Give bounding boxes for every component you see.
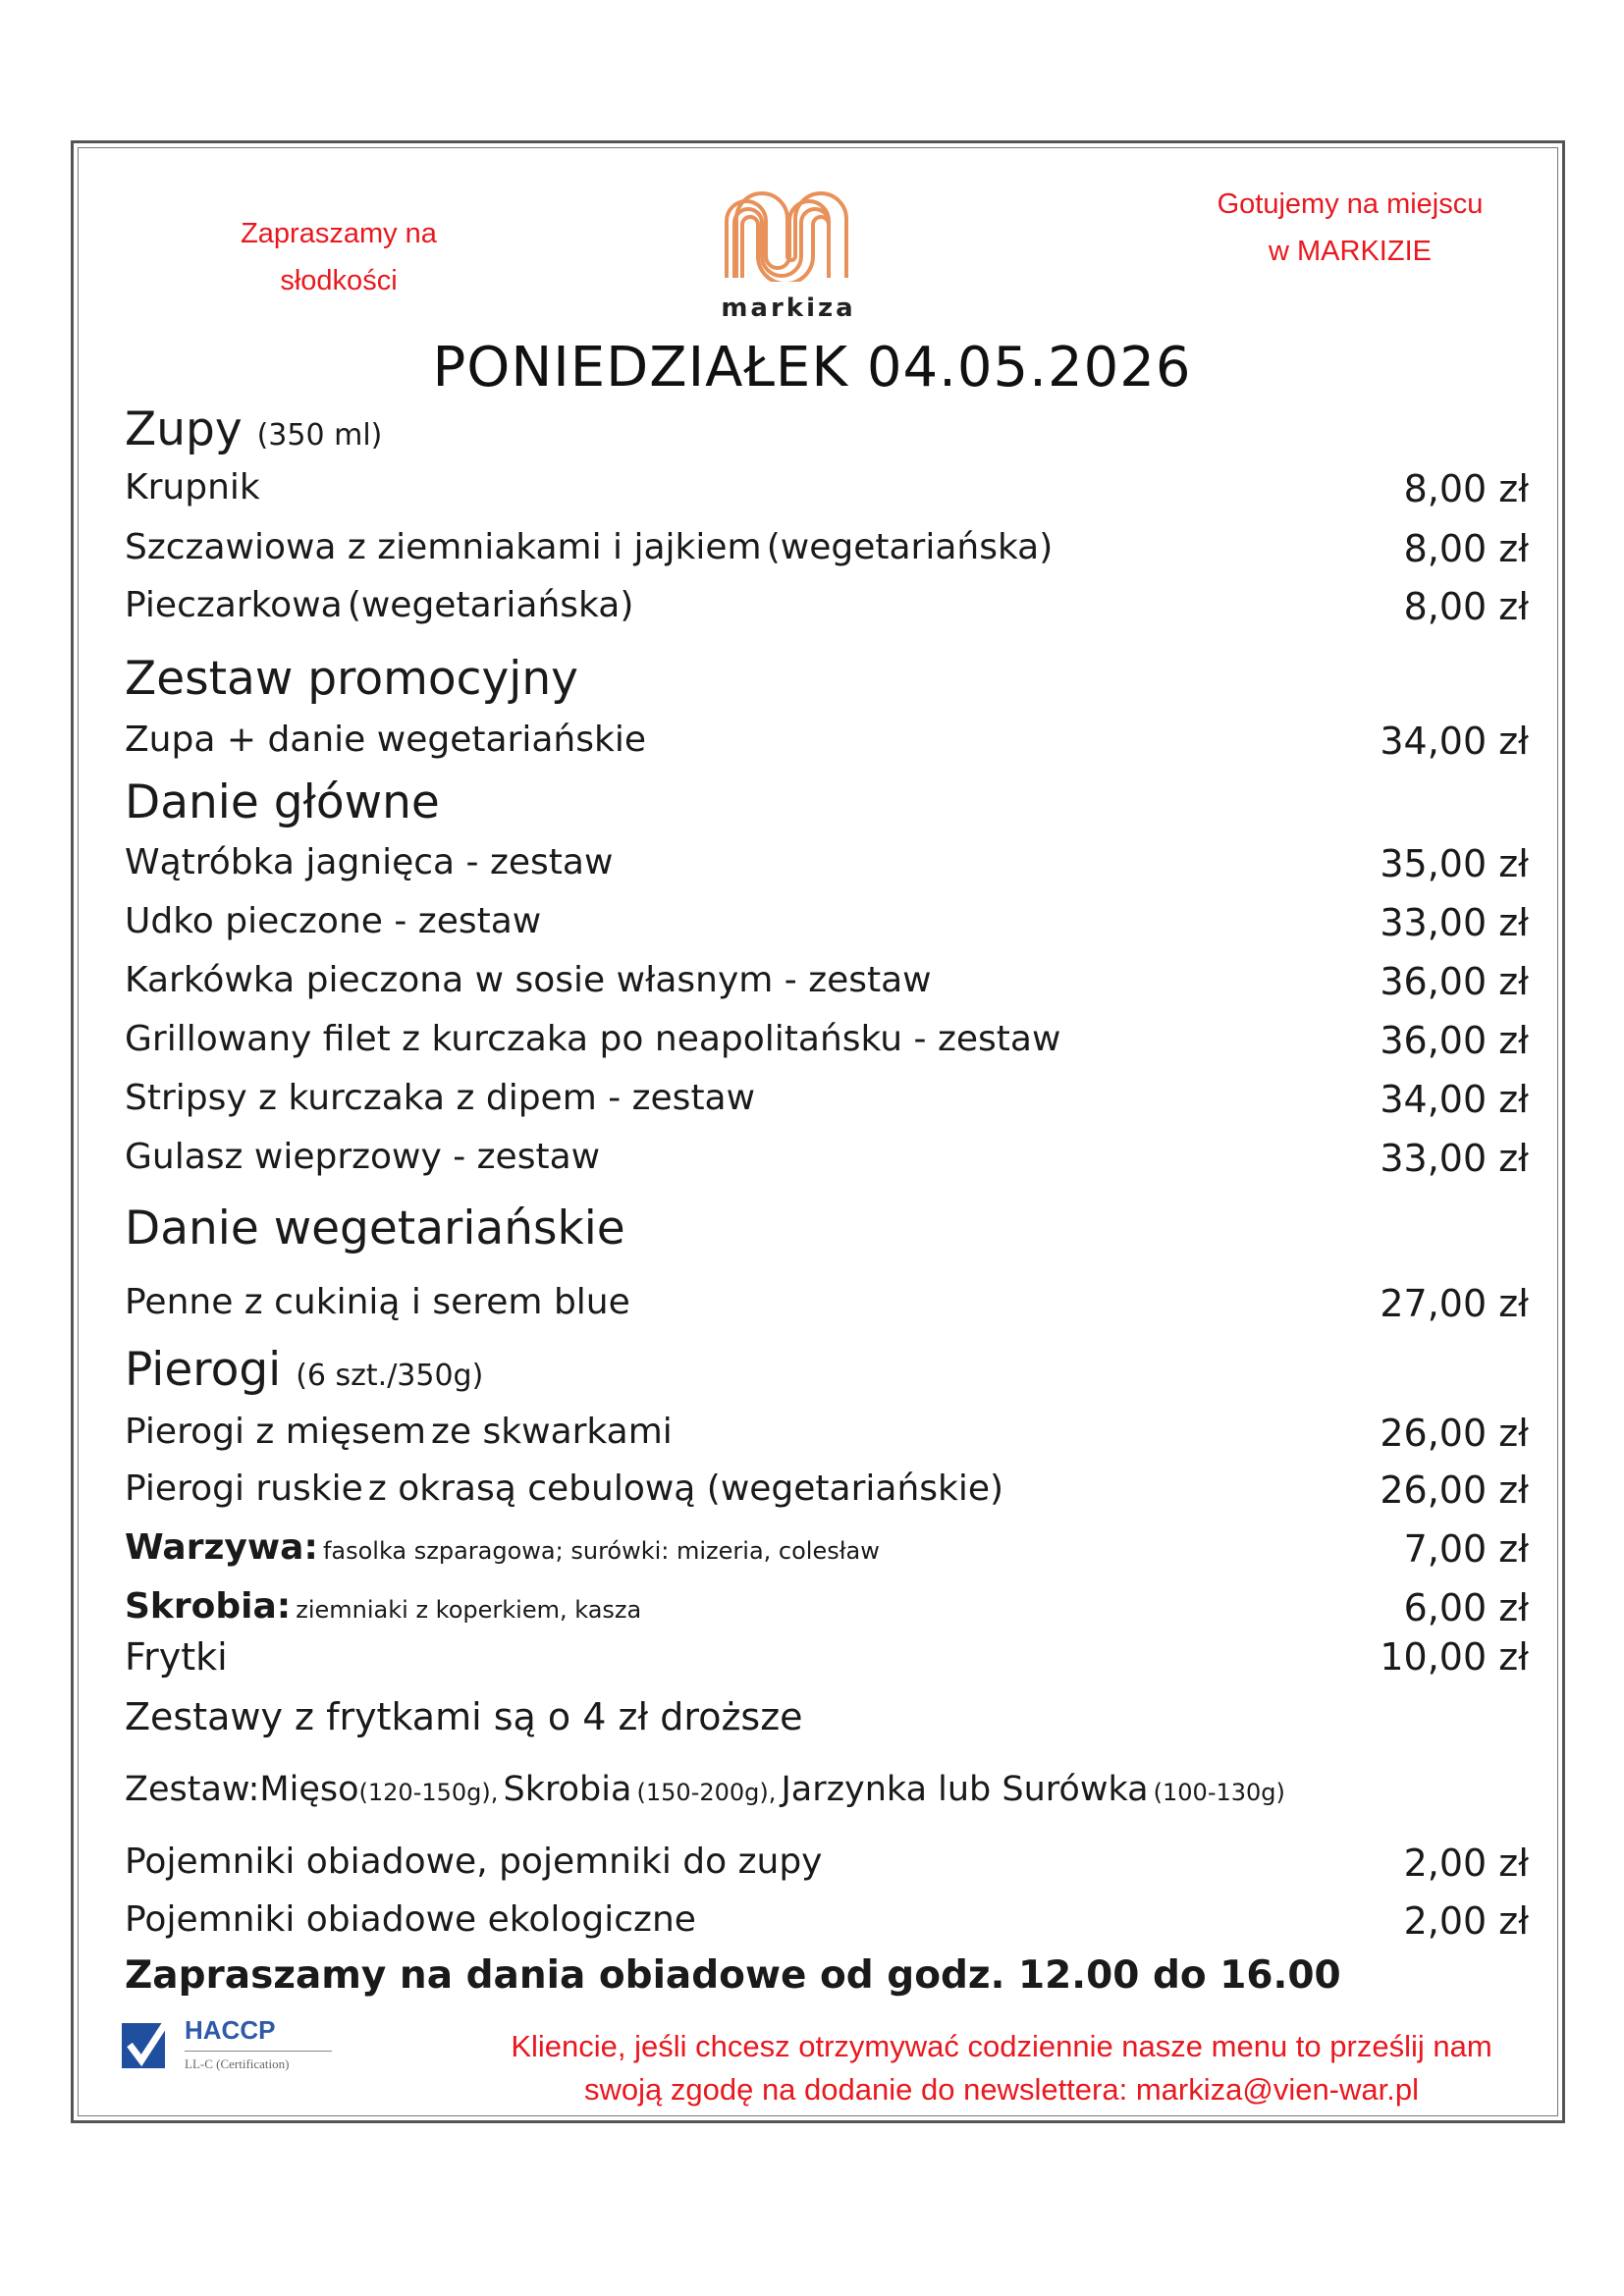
menu-item-pierogi-ruskie: [125, 1468, 1529, 1512]
item-price: 2,00 zł: [1403, 1842, 1529, 1885]
opening-hours: Zapraszamy na dania obiadowe od godz. 12.00 do 16.00: [125, 1953, 1341, 1998]
item-note: fasolka szparagowa; surówki: mizeria, colesław: [322, 1537, 880, 1565]
section-title: Danie główne: [125, 775, 440, 829]
menu-item-krupnik: [125, 467, 1529, 510]
zestaw-def-skrobia: Skrobia: [503, 1770, 632, 1809]
item-price: 26,00 zł: [1380, 1468, 1529, 1512]
item-price: 33,00 zł: [1380, 901, 1529, 944]
item-name: Grillowany filet z kurczaka po neapolitańsku - zestaw: [125, 1019, 1061, 1059]
section-zupy: [125, 402, 382, 456]
menu-item-karkowka: [125, 960, 1529, 1003]
section-pierogi: [125, 1343, 483, 1397]
item-name: Pierogi z mięsem: [125, 1412, 426, 1452]
zestaw-def-mieso-weight: (120-150g),: [358, 1779, 499, 1806]
item-note: ziemniaki z koperkiem, kasza: [296, 1596, 642, 1624]
section-title: Pierogi: [125, 1343, 282, 1397]
section-title: Zupy: [125, 402, 243, 456]
section-note: (350 ml): [256, 418, 383, 453]
item-price: 34,00 zł: [1380, 1078, 1529, 1121]
item-price: 34,00 zł: [1380, 720, 1529, 763]
item-name: Gulasz wieprzowy - zestaw: [125, 1137, 601, 1177]
menu-item-szczawiowa: [125, 527, 1529, 570]
cooking-onsite-line1: Gotujemy na miejscu: [1217, 188, 1484, 220]
item-name: Penne z cukinią i serem blue: [125, 1282, 630, 1322]
haccp-title: HACCP: [185, 2015, 276, 2045]
cooking-onsite-line2: w MARKIZIE: [1269, 236, 1432, 267]
item-price: 33,00 zł: [1380, 1137, 1529, 1180]
menu-item-stripsy: [125, 1078, 1529, 1121]
markiza-logo-icon: [719, 184, 858, 282]
newsletter-line2: swoją zgodę na dodanie do newslettera: markiza@vien-war.pl: [584, 2072, 1419, 2107]
menu-item-frytki: [125, 1635, 1529, 1679]
markiza-logo: [715, 184, 862, 331]
item-name: Skrobia:: [125, 1586, 292, 1627]
item-price: 7,00 zł: [1403, 1527, 1529, 1571]
item-note: (wegetariańska): [766, 527, 1054, 567]
section-title: Zestaw promocyjny: [125, 652, 578, 706]
frytki-note: [125, 1695, 1529, 1738]
zestaw-def-mieso: Zestaw:Mięso: [125, 1770, 359, 1809]
menu-item-skrobia: [125, 1586, 1529, 1627]
zestaw-definition: [125, 1770, 1529, 1809]
item-name: Frytki: [125, 1635, 228, 1679]
item-name: Pieczarkowa: [125, 585, 343, 625]
item-name: Wątróbka jagnięca - zestaw: [125, 842, 614, 882]
cooking-onsite: [1164, 181, 1537, 275]
item-price: 8,00 zł: [1403, 527, 1529, 570]
section-danie-wegetarianskie: [125, 1201, 625, 1255]
newsletter-line1: Kliencie, jeśli chcesz otrzymywać codziennie nasze menu to prześlij nam: [511, 2029, 1492, 2063]
item-note: ze skwarkami: [431, 1412, 673, 1452]
logo-text: markiza: [721, 294, 856, 323]
section-title: Danie wegetariańskie: [125, 1201, 625, 1255]
zestaw-def-jarzynka-weight: (100-130g): [1153, 1779, 1285, 1806]
item-name: Szczawiowa z ziemniakami i jajkiem: [125, 527, 762, 567]
menu-item-zestaw-promo: [125, 720, 1529, 763]
item-price: 8,00 zł: [1403, 467, 1529, 510]
item-price: 8,00 zł: [1403, 585, 1529, 628]
menu-item-udko: [125, 901, 1529, 944]
item-price: 35,00 zł: [1380, 842, 1529, 885]
menu-item-filet: [125, 1019, 1529, 1062]
item-price: 2,00 zł: [1403, 1899, 1529, 1943]
invite-sweets-line1: Zapraszamy na: [241, 218, 437, 249]
invite-sweets: [221, 210, 457, 304]
frytki-note-text: Zestawy z frytkami są o 4 zł droższe: [125, 1695, 803, 1738]
newsletter-note: [432, 2025, 1571, 2111]
item-name: Pojemniki obiadowe ekologiczne: [125, 1899, 696, 1940]
item-name: Udko pieczone - zestaw: [125, 901, 542, 941]
menu-item-pieczarkowa: [125, 585, 1529, 628]
haccp-badge: [120, 2015, 336, 2084]
haccp-divider: [185, 2051, 332, 2052]
item-note: (wegetariańska): [347, 585, 634, 625]
item-name: Pierogi ruskie: [125, 1468, 363, 1509]
haccp-subtitle: LL-C (Certification): [185, 2056, 290, 2071]
menu-item-gulasz: [125, 1137, 1529, 1180]
item-price: 36,00 zł: [1380, 1019, 1529, 1062]
menu-item-warzywa: [125, 1527, 1529, 1571]
page-title: PONIEDZIAŁEK 04.05.2026: [432, 336, 1192, 400]
item-price: 10,00 zł: [1380, 1635, 1529, 1679]
item-price: 36,00 zł: [1380, 960, 1529, 1003]
item-name: Karkówka pieczona w sosie własnym - zestaw: [125, 960, 932, 1000]
menu-item-pojemniki: [125, 1842, 1529, 1885]
haccp-check-icon: [120, 2017, 171, 2072]
item-price: 26,00 zł: [1380, 1412, 1529, 1455]
item-name: Zupa + danie wegetariańskie: [125, 720, 646, 760]
section-danie-glowne: [125, 775, 440, 829]
section-note: (6 szt./350g): [296, 1359, 484, 1393]
item-price: 27,00 zł: [1380, 1282, 1529, 1325]
menu-item-pojemniki-eko: [125, 1899, 1529, 1943]
item-name: Krupnik: [125, 467, 260, 507]
menu-item-penne: [125, 1282, 1529, 1325]
item-name: Stripsy z kurczaka z dipem - zestaw: [125, 1078, 756, 1118]
item-price: 6,00 zł: [1403, 1586, 1529, 1629]
item-note: z okrasą cebulową (wegetariańskie): [367, 1468, 1004, 1509]
item-name: Warzywa:: [125, 1527, 318, 1568]
zestaw-def-jarzynka: Jarzynka lub Surówka: [781, 1770, 1149, 1809]
invite-sweets-line2: słodkości: [280, 265, 398, 296]
zestaw-def-skrobia-weight: (150-200g),: [636, 1779, 777, 1806]
item-name: Pojemniki obiadowe, pojemniki do zupy: [125, 1842, 823, 1882]
section-zestaw-promocyjny: [125, 652, 578, 706]
menu-item-watrobka: [125, 842, 1529, 885]
menu-item-pierogi-mieso: [125, 1412, 1529, 1455]
